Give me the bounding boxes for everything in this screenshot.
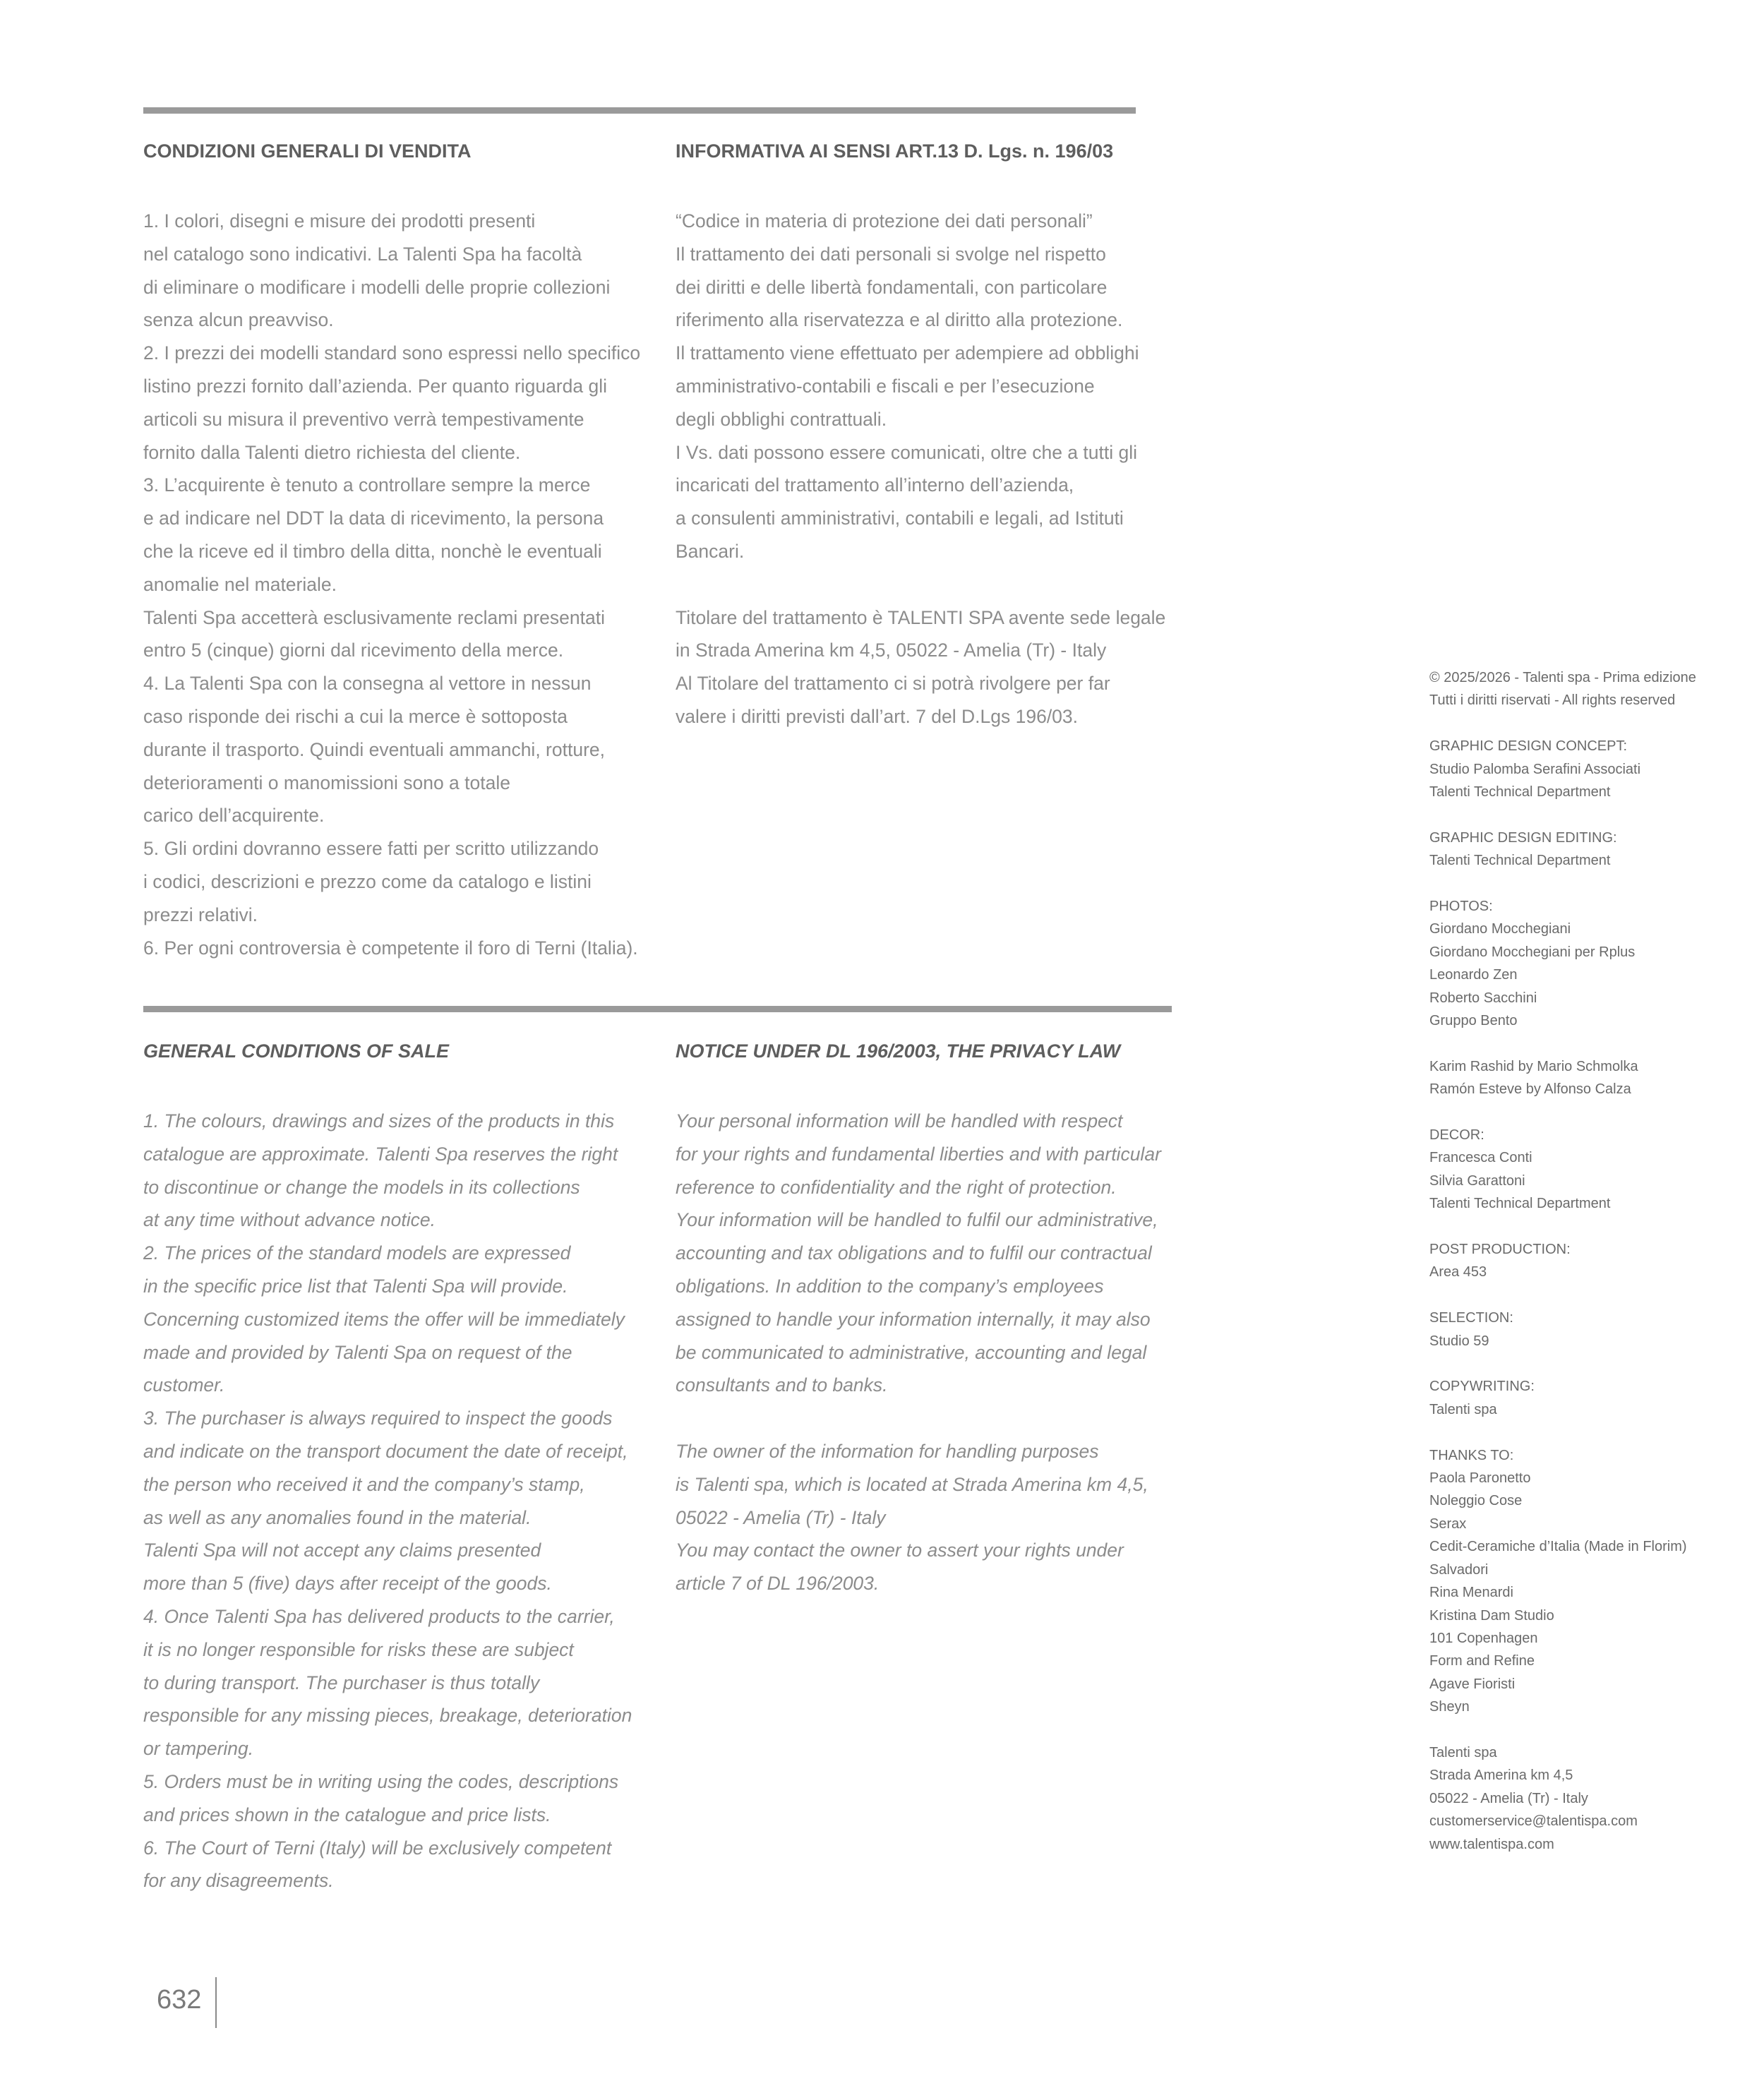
text-line: i codici, descrizioni e prezzo come da catalogo e listini <box>143 870 592 892</box>
text-line: for any disagreements. <box>143 1870 334 1892</box>
text-line: entro 5 (cinque) giorni dal ricevimento della merce. <box>143 640 564 661</box>
text-line: GRAPHIC DESIGN CONCEPT: <box>1429 738 1628 755</box>
text-line: © 2025/2026 - Talenti spa - Prima edizione <box>1429 670 1696 685</box>
it-conditions-column <box>143 140 652 964</box>
text-line: Il trattamento viene effettuato per adempiere ad obblighi <box>676 342 1139 364</box>
text-line: as well as any anomalies found in the material. <box>143 1506 532 1528</box>
it-privacy-title: INFORMATIVA AI SENSI ART.13 D. Lgs. n. 196/03 <box>676 140 1114 162</box>
text-line <box>1429 1216 1696 1238</box>
en-conditions-text <box>143 1105 652 1897</box>
text-line: Talenti Technical Department <box>1429 1196 1611 1212</box>
text-line: Il trattamento dei dati personali si svolge nel rispetto <box>676 243 1106 265</box>
en-privacy-title: NOTICE UNDER DL 196/2003, THE PRIVACY LAW <box>676 1040 1121 1062</box>
text-line: PHOTOS: <box>1429 899 1493 915</box>
text-line: POST PRODUCTION: <box>1429 1242 1571 1258</box>
text-line: fornito dalla Talenti dietro richiesta del cliente. <box>143 441 521 463</box>
text-line: 1. I colori, disegni e misure dei prodotti presenti <box>143 210 536 232</box>
text-line: article 7 of DL 196/2003. <box>676 1573 880 1595</box>
text-line: Giordano Mocchegiani <box>1429 921 1571 937</box>
text-line: carico dell’acquirente. <box>143 805 325 827</box>
text-line: Al Titolare del trattamento ci si potrà rivolgere per far <box>676 673 1110 695</box>
text-line: made and provided by Talenti Spa on request of the <box>143 1341 572 1363</box>
section-divider-middle <box>143 1006 1172 1012</box>
text-line[interactable]: customerservice@talentispa.com <box>1429 1813 1638 1830</box>
text-line: The owner of the information for handling purposes <box>676 1440 1099 1462</box>
page-number: 632 <box>157 1985 202 2015</box>
text-line: to during transport. The purchaser is thus totally <box>143 1672 540 1693</box>
text-line: 5. Orders must be in writing using the codes, descriptions <box>143 1770 619 1792</box>
en-privacy-text <box>676 1105 1184 1600</box>
credits-column <box>1429 666 1696 1856</box>
text-line: Titolare del trattamento è TALENTI SPA avente sede legale <box>676 606 1166 628</box>
text-line: or tampering. <box>143 1738 254 1760</box>
text-line: Silvia Garattoni <box>1429 1172 1525 1189</box>
text-line: che la riceve ed il timbro della ditta, nonchè le eventuali <box>143 540 602 562</box>
text-line: in the specific price list that Talenti Spa will provide. <box>143 1275 568 1297</box>
text-line: is Talenti spa, which is located at Strada Amerina km 4,5, <box>676 1473 1148 1495</box>
text-line: senza alcun preavviso. <box>143 309 334 331</box>
it-conditions-title: CONDIZIONI GENERALI DI VENDITA <box>143 140 472 162</box>
text-line: nel catalogo sono indicativi. La Talenti Spa ha facoltà <box>143 243 582 265</box>
text-line: be communicated to administrative, accounting and legal <box>676 1341 1147 1363</box>
text-line: articoli su misura il preventivo verrà tempestivamente <box>143 408 584 430</box>
text-line <box>1429 1101 1696 1124</box>
text-line: Talenti Technical Department <box>1429 853 1611 869</box>
text-line: customer. <box>143 1374 225 1396</box>
text-line: accounting and tax obligations and to fulfil our contractual <box>676 1242 1152 1264</box>
text-line: COPYWRITING: <box>1429 1379 1535 1395</box>
text-line: 3. The purchaser is always required to inspect the goods <box>143 1408 613 1429</box>
text-line: 05022 - Amelia (Tr) - Italy <box>1429 1790 1588 1806</box>
text-line: GRAPHIC DESIGN EDITING: <box>1429 829 1617 846</box>
text-line: and prices shown in the catalogue and price lists. <box>143 1804 551 1825</box>
text-line: DECOR: <box>1429 1127 1484 1144</box>
text-line: 3. L’acquirente è tenuto a controllare sempre la merce <box>143 474 591 496</box>
text-line: obligations. In addition to the company’s employees <box>676 1275 1104 1297</box>
text-line: 6. Per ogni controversia è competente il foro di Terni (Italia). <box>143 937 638 959</box>
text-line: responsible for any missing pieces, breakage, deterioration <box>143 1705 632 1727</box>
text-line: Form and Refine <box>1429 1653 1535 1669</box>
en-conditions-title: GENERAL CONDITIONS OF SALE <box>143 1040 450 1062</box>
text-line: Cedit-Ceramiche d’Italia (Made in Florim) <box>1429 1539 1687 1555</box>
en-conditions-column <box>143 1040 652 1897</box>
text-line: degli obblighi contrattuali. <box>676 408 887 430</box>
text-line <box>1429 1032 1696 1055</box>
text-line <box>1429 1421 1696 1444</box>
text-line: to discontinue or change the models in its collections <box>143 1176 580 1198</box>
it-privacy-text <box>676 205 1184 733</box>
text-line: SELECTION: <box>1429 1310 1513 1326</box>
text-line: Paola Paronetto <box>1429 1470 1531 1487</box>
text-line: amministrativo-contabili e fiscali e per l’esecuzione <box>676 375 1095 397</box>
text-line: durante il trasporto. Quindi eventuali ammanchi, rotture, <box>143 738 605 760</box>
text-line: Agave Fioristi <box>1429 1676 1516 1692</box>
text-line: Strada Amerina km 4,5 <box>1429 1768 1573 1784</box>
text-line: Karim Rashid by Mario Schmolka <box>1429 1058 1638 1074</box>
text-line: the person who received it and the company’s stamp, <box>143 1473 585 1495</box>
text-line: prezzi relativi. <box>143 904 258 925</box>
text-line <box>1429 1352 1696 1375</box>
text-line: reference to confidentiality and the right of protection. <box>676 1176 1117 1198</box>
text-line: Tutti i diritti riservati - All rights reserved <box>1429 692 1676 709</box>
text-line <box>676 1402 1184 1435</box>
text-line: Salvadori <box>1429 1561 1489 1578</box>
text-line: 1. The colours, drawings and sizes of the products in this <box>143 1110 615 1132</box>
text-line: Ramón Esteve by Alfonso Calza <box>1429 1081 1631 1098</box>
text-line: 4. La Talenti Spa con la consegna al vettore in nessun <box>143 673 592 695</box>
text-line: Giordano Mocchegiani per Rplus <box>1429 944 1636 960</box>
section-divider-top <box>143 107 1136 114</box>
text-line: Studio Palomba Serafini Associati <box>1429 761 1641 777</box>
text-line: incaricati del trattamento all’interno dell’azienda, <box>676 474 1074 496</box>
text-line: for your rights and fundamental liberties and with particular <box>676 1143 1161 1165</box>
text-line: Roberto Sacchini <box>1429 990 1537 1006</box>
text-line: Noleggio Cose <box>1429 1493 1523 1509</box>
text-line: Kristina Dam Studio <box>1429 1607 1554 1624</box>
it-conditions-text <box>143 205 652 964</box>
text-line: Area 453 <box>1429 1264 1487 1280</box>
text-line: Concerning customized items the offer will be immediately <box>143 1308 625 1330</box>
text-line <box>1429 1719 1696 1741</box>
text-line: Leonardo Zen <box>1429 967 1518 983</box>
page-number-divider <box>215 1977 217 2028</box>
text-line: it is no longer responsible for risks these are subject <box>143 1638 574 1660</box>
text-line: Your information will be handled to fulfil our administrative, <box>676 1209 1158 1231</box>
text-line: deterioramenti o manomissioni sono a totale <box>143 772 510 793</box>
text-line: a consulenti amministrativi, contabili e legali, ad Istituti <box>676 508 1124 529</box>
text-line: anomalie nel materiale. <box>143 573 337 595</box>
text-line: THANKS TO: <box>1429 1447 1514 1463</box>
text-line: I Vs. dati possono essere comunicati, oltre che a tutti gli <box>676 441 1137 463</box>
text-line <box>1429 803 1696 826</box>
text-line: and indicate on the transport document the date of receipt, <box>143 1440 628 1462</box>
text-line: at any time without advance notice. <box>143 1209 436 1231</box>
text-line: caso risponde dei rischi a cui la merce è sottoposta <box>143 705 568 727</box>
text-line: 4. Once Talenti Spa has delivered products to the carrier, <box>143 1605 615 1627</box>
text-line: Your personal information will be handled with respect <box>676 1110 1123 1132</box>
text-line: Gruppo Bento <box>1429 1013 1518 1029</box>
text-line: riferimento alla riservatezza e al diritto alla protezione. <box>676 309 1123 331</box>
text-line: Talenti spa <box>1429 1744 1497 1760</box>
text-line: Studio 59 <box>1429 1333 1489 1349</box>
text-line: 2. The prices of the standard models are expressed <box>143 1242 571 1264</box>
text-line: 6. The Court of Terni (Italy) will be exclusively competent <box>143 1837 612 1859</box>
text-line: consultants and to banks. <box>676 1374 888 1396</box>
text-line: You may contact the owner to assert your rights under <box>676 1540 1124 1561</box>
text-line: 05022 - Amelia (Tr) - Italy <box>676 1506 886 1528</box>
text-line: Serax <box>1429 1516 1467 1532</box>
text-line: di eliminare o modificare i modelli delle proprie collezioni <box>143 276 611 298</box>
text-line: Talenti Spa will not accept any claims presented <box>143 1540 541 1561</box>
text-line: catalogue are approximate. Talenti Spa reserves the right <box>143 1143 618 1165</box>
text-line <box>1429 1284 1696 1307</box>
text-line: Francesca Conti <box>1429 1150 1532 1166</box>
text-line: assigned to handle your information internally, it may also <box>676 1308 1151 1330</box>
text-line: 5. Gli ordini dovranno essere fatti per scritto utilizzando <box>143 838 599 860</box>
text-line: dei diritti e delle libertà fondamentali, con particolare <box>676 276 1108 298</box>
text-line <box>676 568 1184 601</box>
text-line: in Strada Amerina km 4,5, 05022 - Amelia (Tr) - Italy <box>676 640 1107 661</box>
text-line[interactable]: www.talentispa.com <box>1429 1836 1554 1852</box>
text-line: Rina Menardi <box>1429 1585 1513 1601</box>
it-privacy-column <box>676 140 1184 733</box>
text-line: more than 5 (five) days after receipt of the goods. <box>143 1573 552 1595</box>
text-line: e ad indicare nel DDT la data di ricevimento, la persona <box>143 508 604 529</box>
text-line <box>1429 712 1696 735</box>
text-line: listino prezzi fornito dall’azienda. Per quanto riguarda gli <box>143 375 607 397</box>
text-line: 101 Copenhagen <box>1429 1630 1538 1646</box>
text-line: 2. I prezzi dei modelli standard sono espressi nello specifico <box>143 342 641 364</box>
text-line: Talenti spa <box>1429 1401 1497 1417</box>
text-line <box>1429 872 1696 895</box>
text-line: Talenti Spa accetterà esclusivamente reclami presentati <box>143 606 605 628</box>
text-line: Sheyn <box>1429 1699 1470 1715</box>
en-privacy-column <box>676 1040 1184 1600</box>
text-line: Talenti Technical Department <box>1429 784 1611 800</box>
text-line: Bancari. <box>676 540 745 562</box>
text-line: “Codice in materia di protezione dei dati personali” <box>676 210 1093 232</box>
text-line: valere i diritti previsti dall’art. 7 del D.Lgs 196/03. <box>676 705 1079 727</box>
